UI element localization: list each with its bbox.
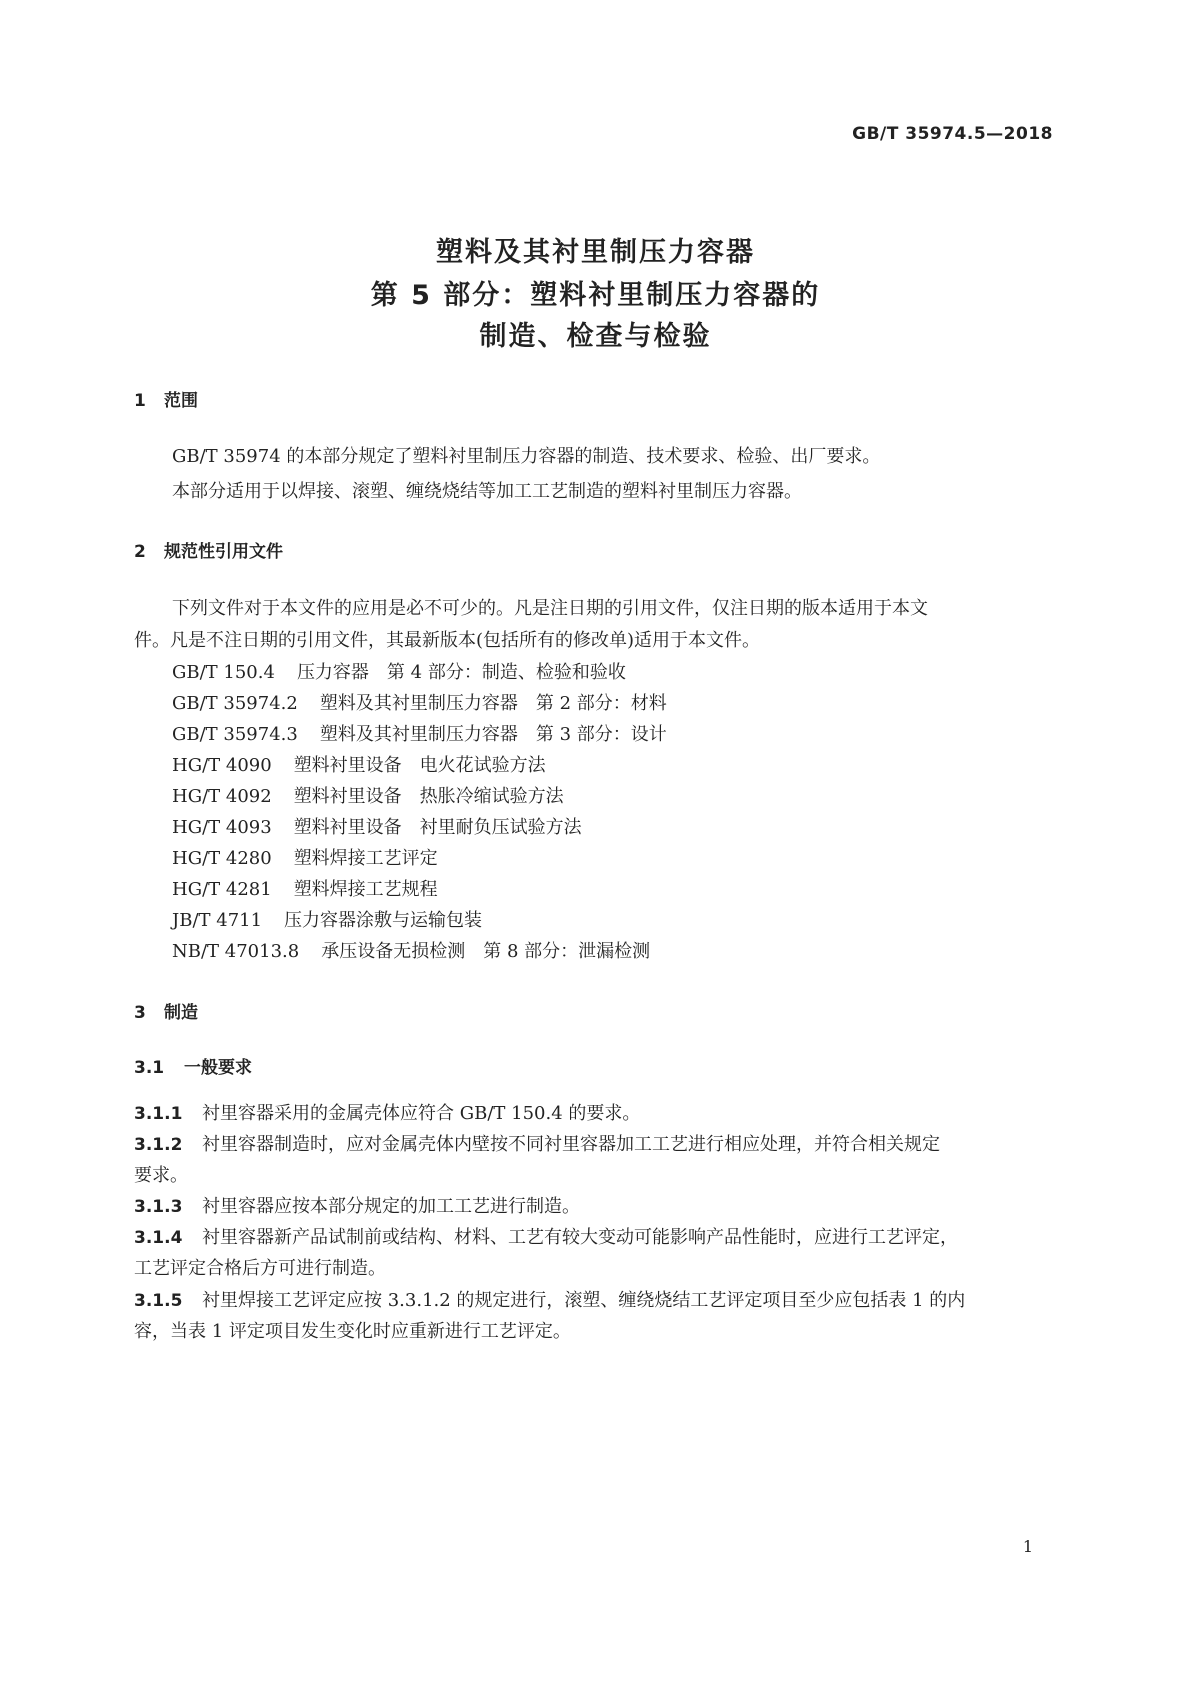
reference-item (172, 782, 564, 808)
clause-continuation: 容，当表 1 评定项目发生变化时应重新进行工艺评定。 (134, 1321, 571, 1342)
reference-item (172, 844, 438, 870)
reference-title: 塑料衬里设备 电火花试验方法 (293, 755, 546, 776)
section-1-heading (134, 386, 198, 411)
reference-title: 承压设备无损检测 第 8 部分：泄漏检测 (321, 941, 651, 962)
reference-code: NB/T 47013.8 (172, 941, 300, 962)
clause-text: 衬里容器制造时，应对金属壳体内壁按不同衬里容器加工工艺进行相应处理，并符合相关规定 (202, 1134, 940, 1155)
section-2-intro-line-1: 下列文件对于本文件的应用是必不可少的。凡是注日期的引用文件，仅注日期的版本适用于本文 (172, 598, 928, 619)
reference-title: 塑料焊接工艺评定 (293, 848, 438, 869)
reference-item (172, 875, 438, 901)
reference-code: GB/T 35974.2 (172, 693, 298, 714)
section-1-paragraph-2: 本部分适用于以焊接、滚塑、缠绕烧结等加工工艺制造的塑料衬里制压力容器。 (172, 481, 802, 502)
reference-title: 塑料及其衬里制压力容器 第 2 部分：材料 (319, 693, 667, 714)
section-number: 2 (134, 542, 146, 562)
reference-title: 塑料及其衬里制压力容器 第 3 部分：设计 (319, 724, 667, 745)
reference-item (172, 906, 482, 932)
section-2-intro-line-2: 件。凡是不注日期的引用文件，其最新版本(包括所有的修改单)适用于本文件。 (134, 630, 761, 651)
section-title: 范围 (164, 391, 198, 411)
clause-text: 衬里容器新产品试制前或结构、材料、工艺有较大变动可能影响产品性能时，应进行工艺评定， (202, 1227, 958, 1248)
section-2-heading (134, 537, 283, 562)
clause-3-1-4 (134, 1223, 958, 1249)
reference-code: HG/T 4092 (172, 786, 272, 807)
section-3-heading (134, 998, 198, 1023)
reference-title: 塑料焊接工艺规程 (293, 879, 438, 900)
clause-continuation: 要求。 (134, 1165, 188, 1186)
clause-text: 衬里容器应按本部分规定的加工工艺进行制造。 (202, 1196, 580, 1217)
reference-code: GB/T 150.4 (172, 662, 275, 683)
clause-number: 3.1.5 (134, 1291, 183, 1311)
reference-item (172, 813, 582, 839)
title-line-3: 制造、检查与检验 (479, 321, 712, 352)
subsection-title: 一般要求 (184, 1058, 252, 1078)
section-title: 制造 (164, 1003, 198, 1023)
reference-item (172, 689, 667, 715)
reference-code: GB/T 35974.3 (172, 724, 298, 745)
reference-code: HG/T 4090 (172, 755, 272, 776)
standard-number: GB/T 35974.5—2018 (852, 124, 1053, 144)
section-number: 1 (134, 391, 146, 411)
reference-title: 压力容器 第 4 部分：制造、检验和验收 (296, 662, 626, 683)
clause-3-1-1 (134, 1099, 640, 1125)
title-line-1: 塑料及其衬里制压力容器 (436, 237, 755, 268)
clause-number: 3.1.1 (134, 1104, 183, 1124)
clause-3-1-3 (134, 1192, 580, 1218)
section-number: 3 (134, 1003, 146, 1023)
reference-code: JB/T 4711 (172, 910, 263, 931)
reference-title: 塑料衬里设备 热胀冷缩试验方法 (293, 786, 564, 807)
reference-item (172, 720, 667, 746)
section-title: 规范性引用文件 (164, 542, 283, 562)
clause-3-1-2 (134, 1130, 940, 1156)
clause-number: 3.1.4 (134, 1228, 183, 1248)
clause-3-1-5 (134, 1286, 965, 1312)
section-1-paragraph-1: GB/T 35974 的本部分规定了塑料衬里制压力容器的制造、技术要求、检验、出厂要求。 (172, 446, 881, 467)
title-line-2: 第 5 部分：塑料衬里制压力容器的 (370, 280, 821, 311)
clause-text: 衬里容器采用的金属壳体应符合 GB/T 150.4 的要求。 (202, 1103, 641, 1124)
reference-title: 塑料衬里设备 衬里耐负压试验方法 (293, 817, 582, 838)
reference-item (172, 751, 546, 777)
clause-text: 衬里焊接工艺评定应按 3.3.1.2 的规定进行，滚塑、缠绕烧结工艺评定项目至少应包括表 1 的内 (202, 1290, 966, 1311)
subsection-number: 3.1 (134, 1058, 165, 1078)
reference-title: 压力容器涂敷与运输包装 (284, 910, 483, 931)
clause-number: 3.1.2 (134, 1135, 183, 1155)
reference-code: HG/T 4093 (172, 817, 272, 838)
reference-code: HG/T 4280 (172, 848, 272, 869)
clause-number: 3.1.3 (134, 1197, 183, 1217)
clause-continuation: 工艺评定合格后方可进行制造。 (134, 1258, 386, 1279)
subsection-3-1-heading (134, 1053, 252, 1078)
reference-item (172, 658, 626, 684)
page-number: 1 (1022, 1537, 1033, 1556)
reference-item (172, 937, 650, 963)
reference-code: HG/T 4281 (172, 879, 272, 900)
